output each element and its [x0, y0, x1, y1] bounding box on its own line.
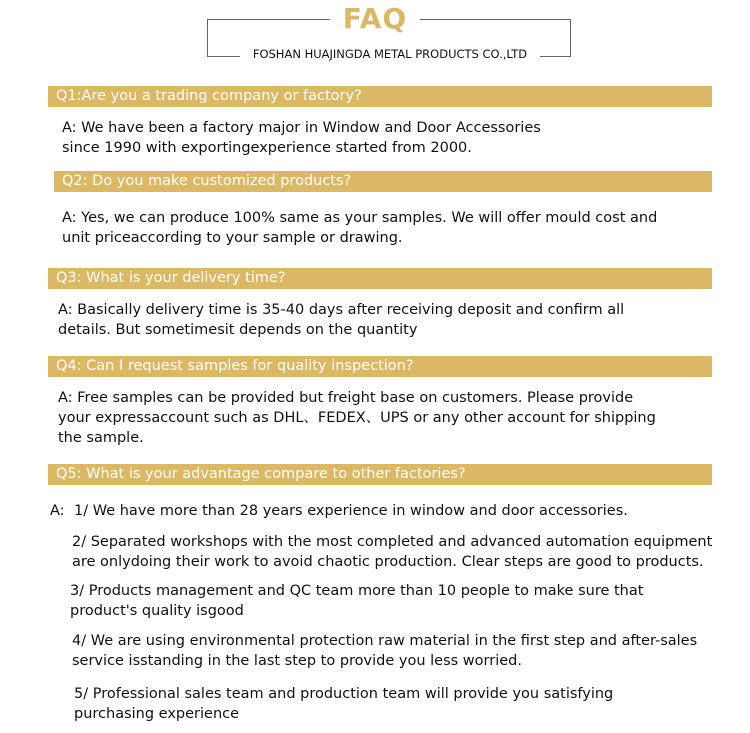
answer-line: 2/ Separated workshops with the most completed and advanced automation equipment [72, 534, 713, 550]
question-1: Q1:Are you a trading company or factory? [48, 86, 712, 107]
answer-line: purchasing experience [74, 706, 240, 722]
answer-line: A: Yes, we can produce 100% same as your samples. We will offer mould cost and [62, 210, 658, 226]
question-2: Q2: Do you make customized products? [54, 171, 712, 192]
answer-5-prefix: A: [50, 503, 65, 519]
answer-line: A: Basically delivery time is 35-40 days after receiving deposit and confirm all [58, 302, 625, 318]
faq-title: FAQ [330, 2, 420, 35]
advantage-5 [74, 684, 613, 724]
question-4: Q4: Can I request samples for quality inspection? [48, 356, 712, 377]
advantage-4 [72, 631, 697, 671]
answer-3 [58, 300, 624, 340]
answer-line: 4/ We are using environmental protection raw material in the first step and after-sales [72, 633, 698, 649]
answer-line: A: Free samples can be provided but freight base on customers. Please provide [58, 390, 634, 406]
answer-line: details. But sometimesit depends on the quantity [58, 322, 418, 338]
answer-line: unit priceaccording to your sample or drawing. [62, 230, 403, 246]
answer-line: your expressaccount such as DHL、FEDEX、UPS or any other account for shipping [58, 410, 656, 426]
advantage-3 [70, 581, 643, 621]
question-5: Q5: What is your advantage compare to other factories? [48, 464, 712, 485]
answer-line: 1/ We have more than 28 years experience in window and door accessories. [74, 503, 628, 519]
answer-line: the sample. [58, 430, 144, 446]
answer-2 [62, 208, 657, 248]
answer-4 [58, 388, 656, 448]
advantage-2 [72, 532, 712, 572]
answer-line: service isstanding in the last step to provide you less worried. [72, 653, 522, 669]
answer-1 [62, 118, 541, 158]
answer-line: A: We have been a factory major in Window and Door Accessories [62, 120, 541, 136]
answer-line: product's quality isgood [70, 603, 244, 619]
question-3: Q3: What is your delivery time? [48, 268, 712, 289]
answer-line: 5/ Professional sales team and production team will provide you satisfying [74, 686, 614, 702]
company-name: FOSHAN HUAJINGDA METAL PRODUCTS CO.,LTD [240, 47, 540, 61]
advantage-1 [74, 501, 628, 521]
answer-line: are onlydoing their work to avoid chaotic production. Clear steps are good to products. [72, 554, 704, 570]
answer-line: 3/ Products management and QC team more than 10 people to make sure that [70, 583, 644, 599]
answer-line: since 1990 with exportingexperience started from 2000. [62, 140, 472, 156]
